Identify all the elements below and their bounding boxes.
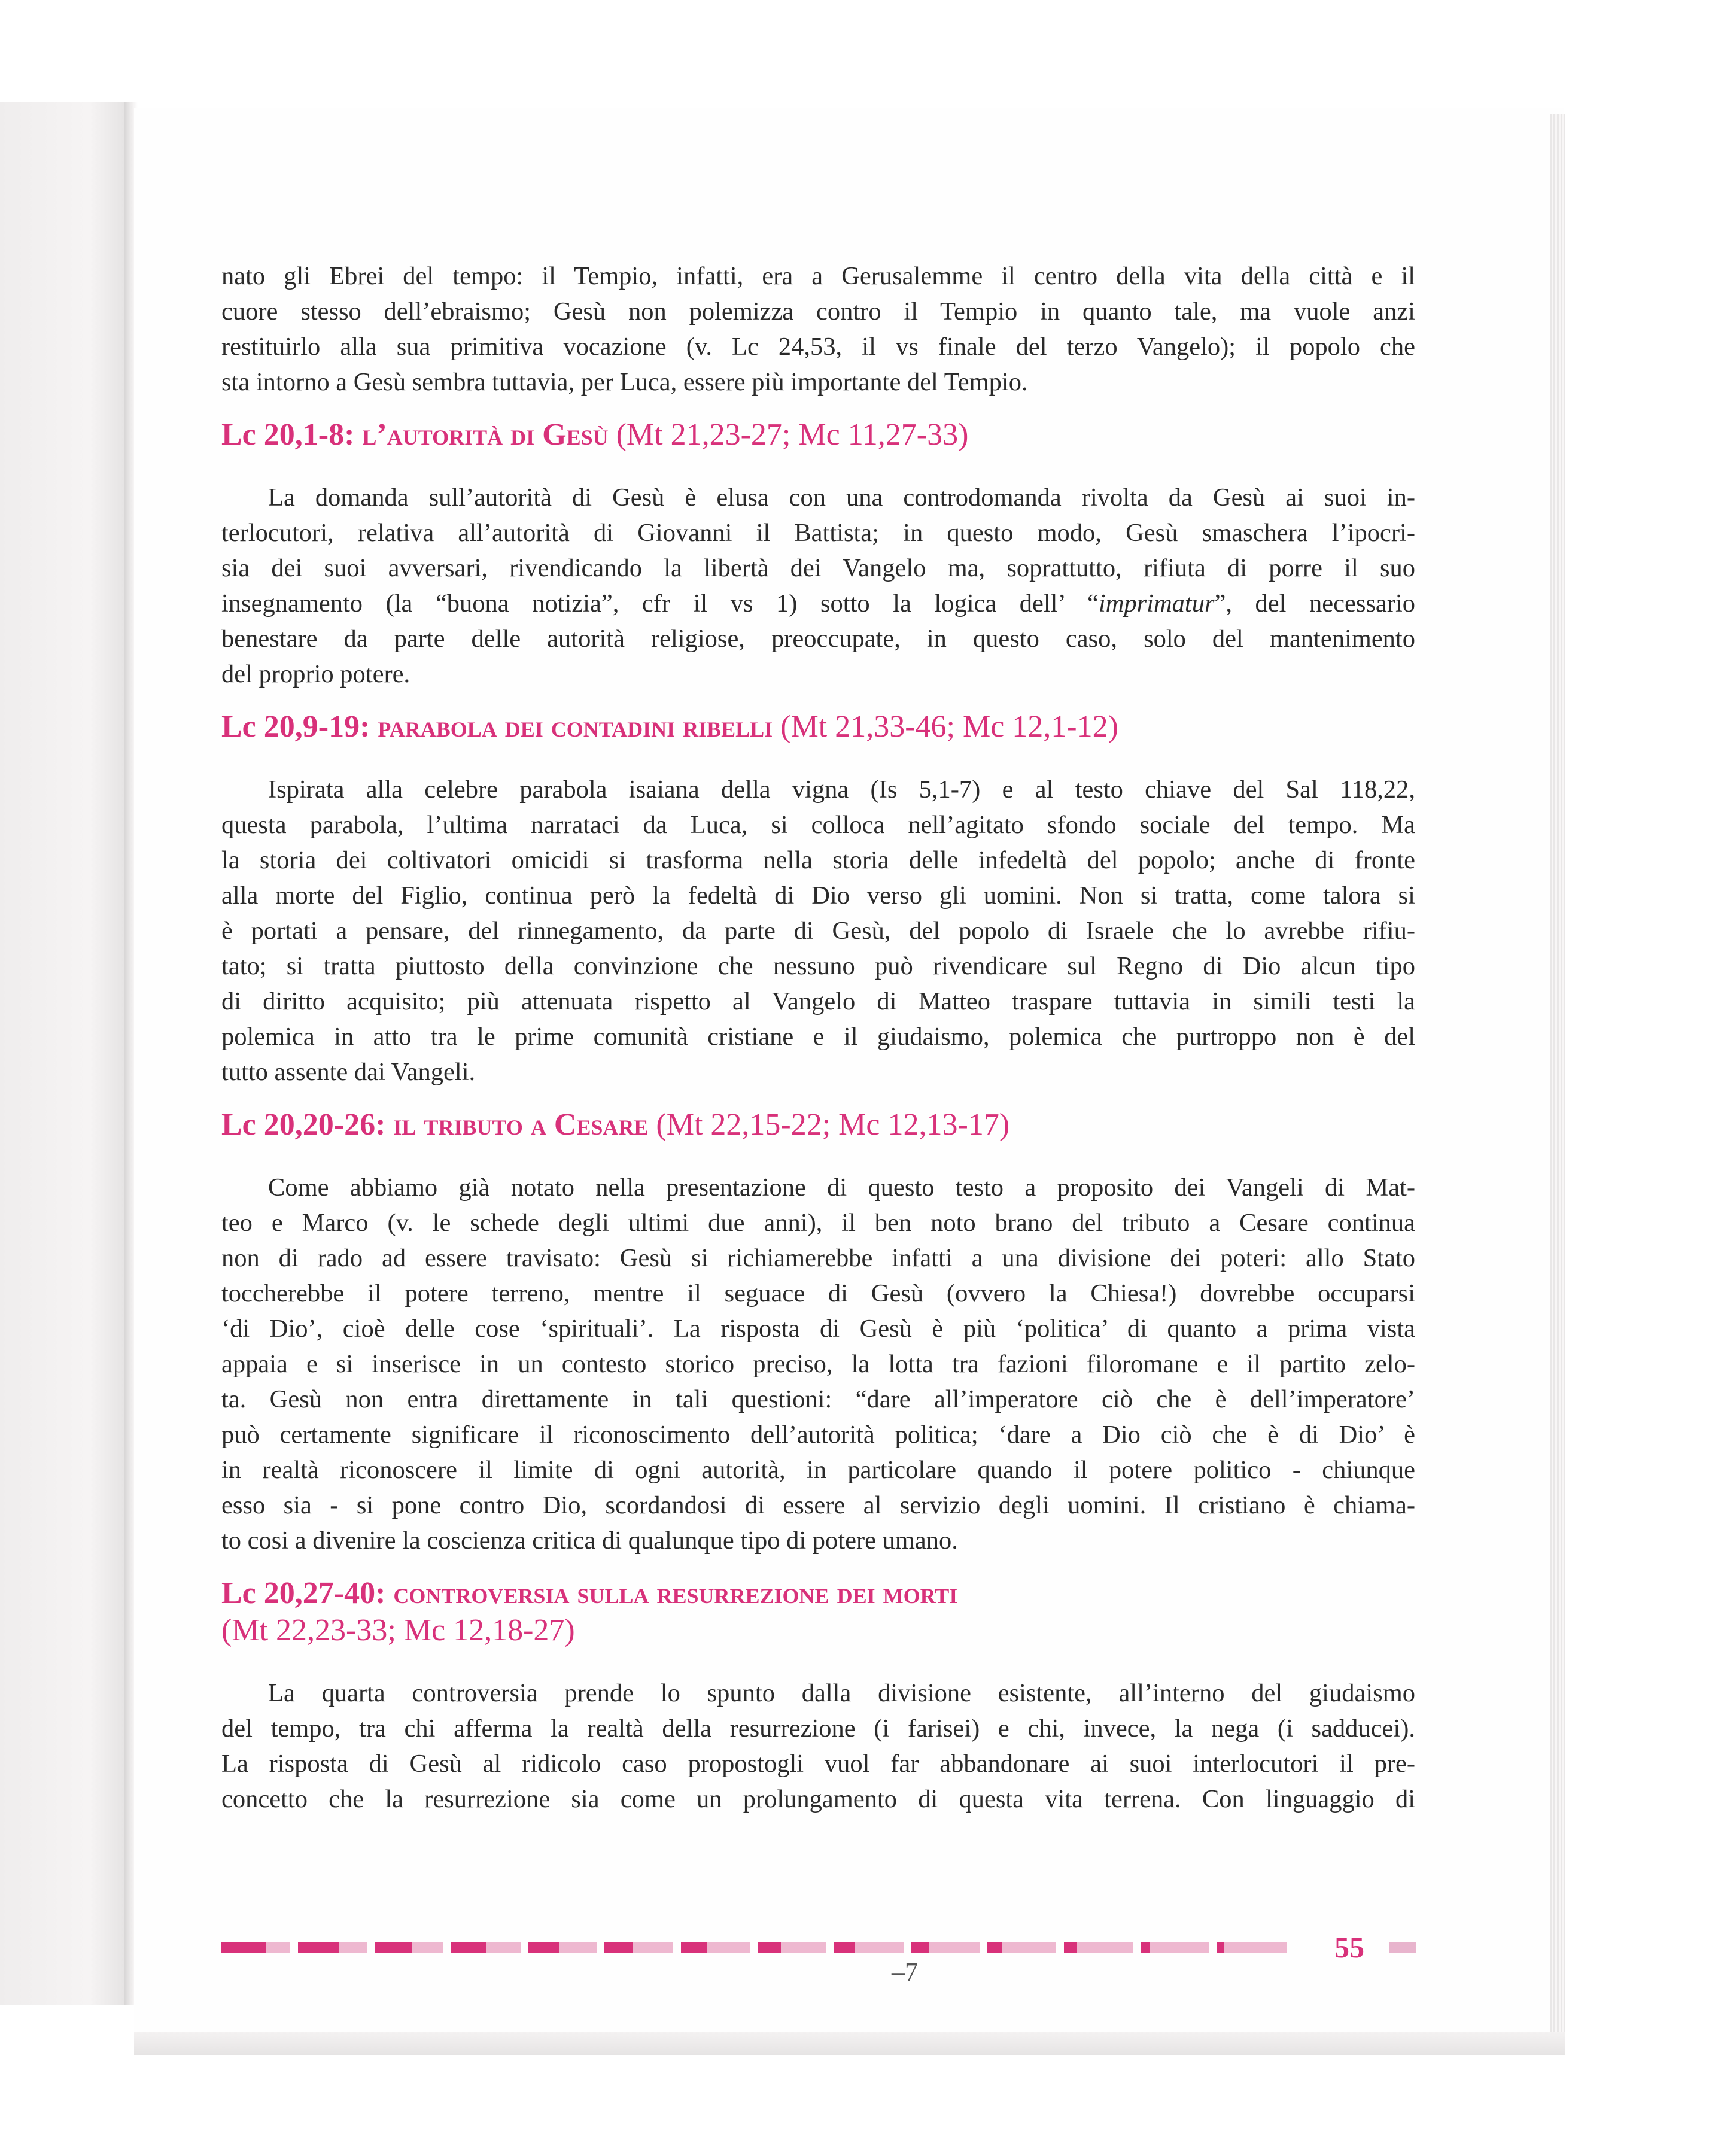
text-line: tutto assente dai Vangeli.	[221, 1058, 476, 1086]
text-line: questa parabola, l’ultima narrataci da Luca, si colloca nell’agitato sfondo sociale del tempo. Ma	[221, 811, 1415, 839]
text-line: La risposta di Gesù al ridicolo caso propostogli vuol far abbandonare ai suoi interlocutori il pre-	[221, 1750, 1415, 1778]
footer-bar-light-segment	[781, 1942, 826, 1953]
text-line: sta intorno a Gesù sembra tuttavia, per Luca, essere più importante del Tempio.	[221, 368, 1028, 396]
text-line: toccherebbe il potere terreno, mentre il seguace di Gesù (ovvero la Chiesa!) dovrebbe occuparsi	[221, 1279, 1415, 1307]
text-line: sia dei suoi avversari, rivendicando la libertà dei Vangelo ma, soprattutto, rifiuta di porre il suo	[221, 554, 1415, 582]
text-line: to cosi a divenire la coscienza critica di qualunque tipo di potere umano.	[221, 1526, 958, 1555]
footer-bar-dark-segment	[298, 1942, 339, 1953]
text-line: restituirlo alla sua primitiva vocazione (v. Lc 24,53, il vs finale del terzo Vangelo); il popolo che	[221, 333, 1415, 361]
footer-bar-dark-segment	[834, 1942, 855, 1953]
footer-bar-light-segment	[486, 1942, 521, 1953]
section-paragraph	[221, 772, 1415, 1090]
text-line: appaia e si inserisce in un contesto storico preciso, la lotta tra fazioni filoromane e il partito zelo-	[221, 1350, 1415, 1378]
text-line: è portati a pensare, del rinnegamento, da parte di Gesù, del popolo di Israele che lo avrebbe rifiu-	[221, 917, 1415, 945]
page-number: 55	[1334, 1930, 1364, 1964]
footer-bar-light-segment	[855, 1942, 904, 1953]
footer-bar-light-segment	[266, 1942, 290, 1953]
text-line: alla morte del Figlio, continua però la fedeltà di Dio verso gli uomini. Non si tratta, come talora si	[221, 881, 1415, 910]
section-paragraph	[221, 1675, 1415, 1817]
text-line: esso sia - si pone contro Dio, scordandosi di essere al servizio degli uomini. Il cristiano è chiama-	[221, 1491, 1415, 1519]
text-line: La quarta controversia prende lo spunto dalla divisione esistente, all’interno del giudaismo	[268, 1679, 1415, 1707]
text-line: benestare da parte delle autorità religiose, preoccupate, in questo caso, solo del mantenimento	[221, 625, 1415, 653]
intro-paragraph	[221, 259, 1415, 400]
text-line: cuore stesso dell’ebraismo; Gesù non polemizza contro il Tempio in quanto tale, ma vuole anzi	[221, 297, 1415, 326]
footer-bar-dark-segment	[451, 1942, 486, 1953]
heading-title: parabola dei contadini ribelli	[378, 710, 773, 744]
heading-title: l’autorità di Gesù	[362, 418, 609, 452]
heading-reference: Lc 20,27-40:	[221, 1576, 386, 1610]
footer-bar-light-segment	[1077, 1942, 1133, 1953]
footer-bar-light-segment	[412, 1942, 443, 1953]
text-line: ta. Gesù non entra direttamente in tali questioni: “dare all’imperatore ciò che è dell’imperatore’	[221, 1385, 1415, 1413]
heading-parallels: (Mt 21,33-46; Mc 12,1-12)	[780, 710, 1118, 744]
text-line: di diritto acquisito; più attenuata rispetto al Vangelo di Matteo traspare tuttavia in simili testi la	[221, 987, 1415, 1015]
footer-bar-dark-segment	[987, 1942, 1002, 1953]
text-line: del tempo, tra chi afferma la realtà della resurrezione (i farisei) e chi, invece, la nega (i sadducei).	[221, 1714, 1415, 1743]
heading-reference: Lc 20,1-8:	[221, 418, 355, 452]
section-heading-parable	[221, 708, 1415, 746]
text-line: la storia dei coltivatori omicidi si trasforma nella storia delle infedeltà del popolo; anche di fronte	[221, 846, 1415, 874]
footer-bar-dark-segment	[221, 1942, 266, 1953]
footer-bar-dark-segment	[911, 1942, 929, 1953]
footer-bar-tail	[1389, 1942, 1416, 1953]
text-line: nato gli Ebrei del tempo: il Tempio, infatti, era a Gerusalemme il centro della vita della città e il	[221, 262, 1415, 290]
text-line: concetto che la resurrezione sia come un prolungamento di questa vita terrena. Con linguaggio di	[221, 1785, 1415, 1813]
section-paragraph	[221, 1170, 1415, 1558]
text-line: tato; si tratta piuttosto della convinzione che nessuno può rivendicare sul Regno di Dio alcun tipo	[221, 952, 1415, 980]
footer-bar-dark-segment	[375, 1942, 412, 1953]
footer-bar-light-segment	[1224, 1942, 1287, 1953]
text-line: Ispirata alla celebre parabola isaiana della vigna (Is 5,1-7) e al testo chiave del Sal 118,22,	[268, 776, 1415, 804]
page-stack-edge	[1550, 114, 1565, 2041]
text-line: insegnamento (la “buona notizia”, cfr il vs 1) sotto la logica dell’ “imprimatur”, del necessario	[221, 589, 1416, 618]
footer-bar-light-segment	[1002, 1942, 1056, 1953]
left-page-edge	[0, 102, 128, 2005]
heading-title: il tributo a Cesare	[393, 1108, 649, 1142]
footer-bar-dark-segment	[758, 1942, 781, 1953]
heading-title: controversia sulla resurrezione dei morti	[393, 1576, 958, 1610]
footer-bar-dark-segment	[681, 1942, 707, 1953]
text-line: non di rado ad essere travisato: Gesù si richiamerebbe infatti a una divisione dei poteri: allo Stato	[221, 1244, 1415, 1272]
section-heading-resurrection	[221, 1575, 1415, 1649]
footer-bar-light-segment	[707, 1942, 750, 1953]
text-line: La domanda sull’autorità di Gesù è elusa con una controdomanda rivolta da Gesù ai suoi in-	[268, 483, 1415, 512]
heading-parallels: (Mt 22,15-22; Mc 12,13-17)	[656, 1108, 1010, 1142]
footer-bar-dark-segment	[1217, 1942, 1224, 1953]
heading-reference: Lc 20,20-26:	[221, 1108, 386, 1142]
section-heading-authority	[221, 416, 1415, 454]
footer-bar-light-segment	[929, 1942, 980, 1953]
footer-bar-light-segment	[339, 1942, 367, 1953]
text-line: polemica in atto tra le prime comunità cristiane e il giudaismo, polemica che purtroppo non è del	[221, 1023, 1415, 1051]
heading-reference: Lc 20,9-19:	[221, 710, 370, 744]
page-bottom-edge	[134, 2032, 1565, 2055]
footer-bar-light-segment	[633, 1942, 673, 1953]
footer-decorative-bar	[221, 1940, 1415, 1956]
text-line: può certamente significare il riconoscimento dell’autorità politica; ‘dare a Dio ciò che è di Dio’ è	[221, 1421, 1415, 1449]
text-line: terlocutori, relativa all’autorità di Giovanni il Battista; in questo modo, Gesù smaschera l’ipocri-	[221, 519, 1415, 547]
text-line: ‘di Dio’, cioè delle cose ‘spirituali’. La risposta di Gesù è più ‘politica’ di quanto a prima vista	[221, 1315, 1415, 1343]
page-content	[221, 259, 1415, 1817]
text-line: in realtà riconoscere il limite di ogni autorità, in particolare quando il potere politico - chiunque	[221, 1456, 1415, 1484]
footer-bar-dark-segment	[1141, 1942, 1150, 1953]
section-heading-tribute	[221, 1106, 1415, 1144]
text-line: Come abbiamo già notato nella presentazione di questo testo a proposito dei Vangeli di Mat-	[268, 1173, 1415, 1202]
section-paragraph	[221, 480, 1415, 692]
footer-bar-light-segment	[559, 1942, 597, 1953]
text-line: del proprio potere.	[221, 660, 410, 688]
heading-parallels: (Mt 22,23-33; Mc 12,18-27)	[221, 1613, 575, 1647]
footer-bar-dark-segment	[1064, 1942, 1077, 1953]
footer-bar-dark-segment	[528, 1942, 559, 1953]
heading-parallels: (Mt 21,23-27; Mc 11,27-33)	[616, 418, 969, 452]
footer-bar-light-segment	[1150, 1942, 1209, 1953]
stray-pencil-mark: –7	[892, 1957, 918, 1987]
text-line: teo e Marco (v. le schede degli ultimi due anni), il ben noto brano del tributo a Cesare continua	[221, 1209, 1415, 1237]
footer-bar-dark-segment	[604, 1942, 633, 1953]
